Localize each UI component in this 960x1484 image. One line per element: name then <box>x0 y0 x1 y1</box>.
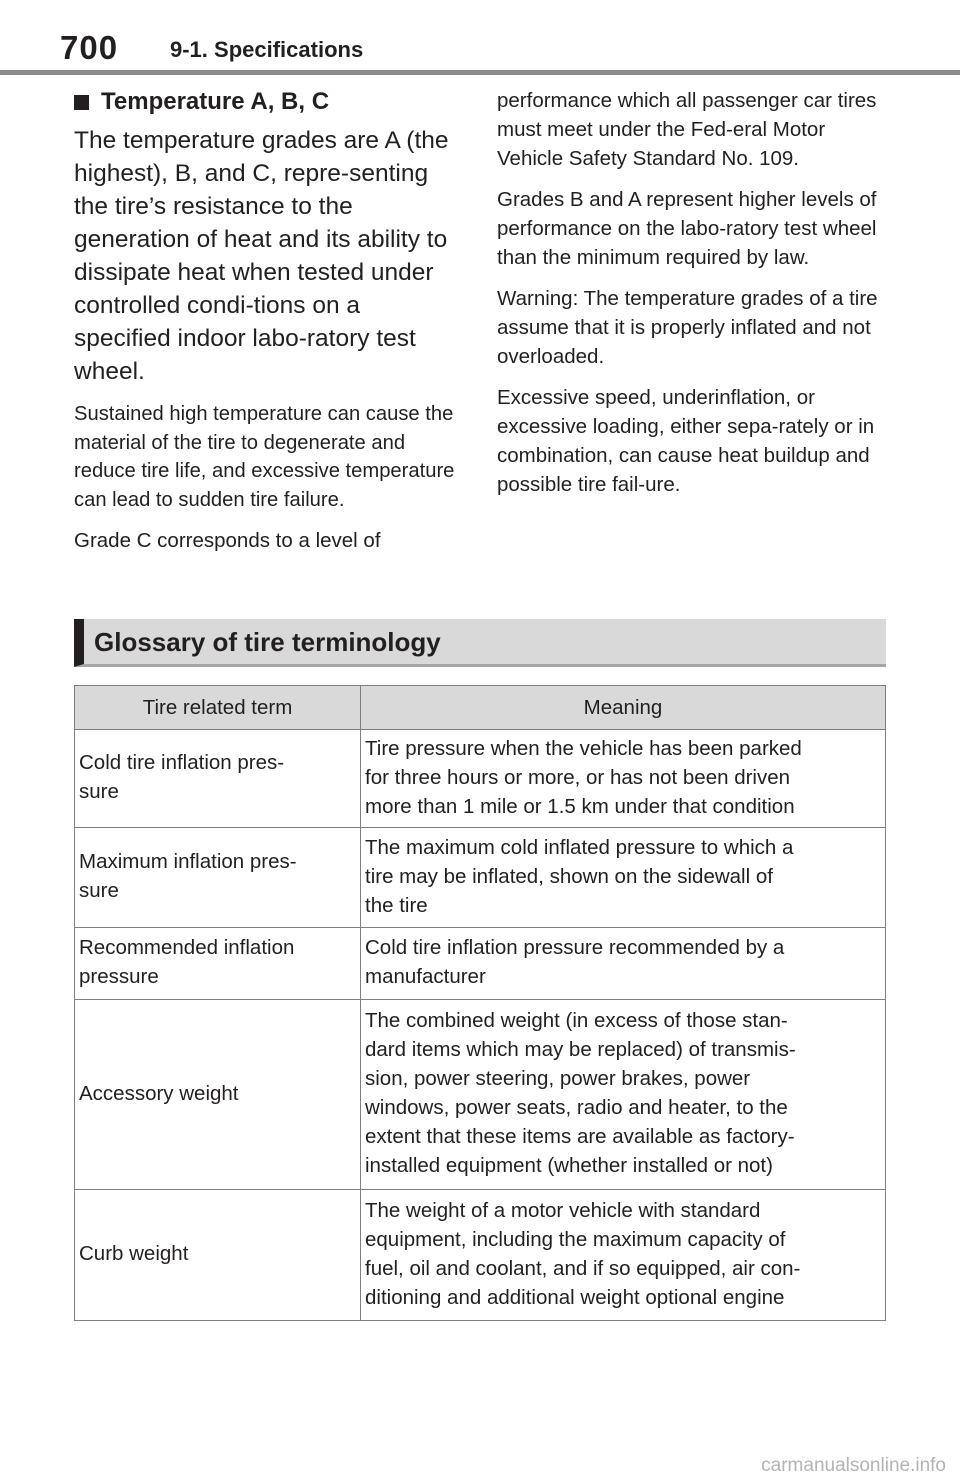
term-cell: Maximum inflation pres- sure <box>75 828 361 928</box>
temperature-paragraph-3: Grades B and A represent higher levels of performance on the labo-ratory test wheel than the minimum required by law. <box>497 188 877 269</box>
term-cell: Cold tire inflation pres- sure <box>75 730 361 828</box>
glossary-table <box>74 685 886 1321</box>
table-row <box>75 730 886 828</box>
page-number: 700 <box>60 29 119 66</box>
header-rule <box>0 70 960 75</box>
meaning-cell: The maximum cold inflated pressure to which a tire may be inflated, shown on the sidewall of the tire <box>361 828 886 928</box>
term-cell: Curb weight <box>75 1190 361 1321</box>
temperature-paragraph-4: Warning: The temperature grades of a tire assume that it is properly inflated and not overloaded. <box>497 287 878 368</box>
temperature-lead-paragraph: The temperature grades are A (the highest), B, and C, repre-senting the tire’s resistance to the generation of heat and its ability to dissipate heat when tested under controlled condi-tions on a specified indoor labo-ratory test wheel. <box>74 127 449 385</box>
glossary-section-heading <box>74 619 886 667</box>
temperature-paragraph-2-start: Grade C corresponds to a level of <box>74 529 381 552</box>
temperature-heading-text: Temperature A, B, C <box>101 88 330 115</box>
site-watermark: carmanualsonline.info <box>761 1455 946 1476</box>
table-row <box>75 1000 886 1190</box>
column-header-term: Tire related term <box>75 686 361 730</box>
temperature-paragraph-1: Sustained high temperature can cause the material of the tire to degenerate and reduce tire life, and excessive temperature can lead to sudden tire failure. <box>74 403 455 511</box>
temperature-paragraph-5: Excessive speed, underinflation, or excessive loading, either sepa-rately or in combination, can cause heat buildup and possible tire fail-ure. <box>497 386 875 496</box>
column-header-meaning: Meaning <box>361 686 886 730</box>
term-cell: Recommended inflation pressure <box>75 928 361 1000</box>
temperature-paragraph-2-continued: performance which all passenger car tires must meet under the Fed-eral Motor Vehicle Safety Standard No. 109. <box>497 89 877 170</box>
left-column <box>74 86 458 555</box>
table-row <box>75 928 886 1000</box>
temperature-heading <box>74 86 458 118</box>
page-header <box>0 0 960 78</box>
term-cell: Accessory weight <box>75 1000 361 1190</box>
square-bullet-icon <box>74 95 89 110</box>
table-row <box>75 1190 886 1321</box>
glossary-heading-text: Glossary of tire terminology <box>94 627 441 657</box>
meaning-cell: Tire pressure when the vehicle has been parked for three hours or more, or has not been driven more than 1 mile or 1.5 km under that condition <box>361 730 886 828</box>
meaning-cell: The combined weight (in excess of those stan- dard items which may be replaced) of transmis- sion, power steering, power brakes, power windows, power seats, radio and heater, to the extent that these items are available as factory- installed equipment (whether installed or not) <box>361 1000 886 1190</box>
table-header-row <box>75 686 886 730</box>
meaning-cell: Cold tire inflation pressure recommended by a manufacturer <box>361 928 886 1000</box>
section-title: 9-1. Specifications <box>170 37 364 62</box>
right-column <box>497 86 887 499</box>
table-row <box>75 828 886 928</box>
meaning-cell: The weight of a motor vehicle with standard equipment, including the maximum capacity of fuel, oil and coolant, and if so equipped, air con- ditioning and additional weight optional engine <box>361 1190 886 1321</box>
